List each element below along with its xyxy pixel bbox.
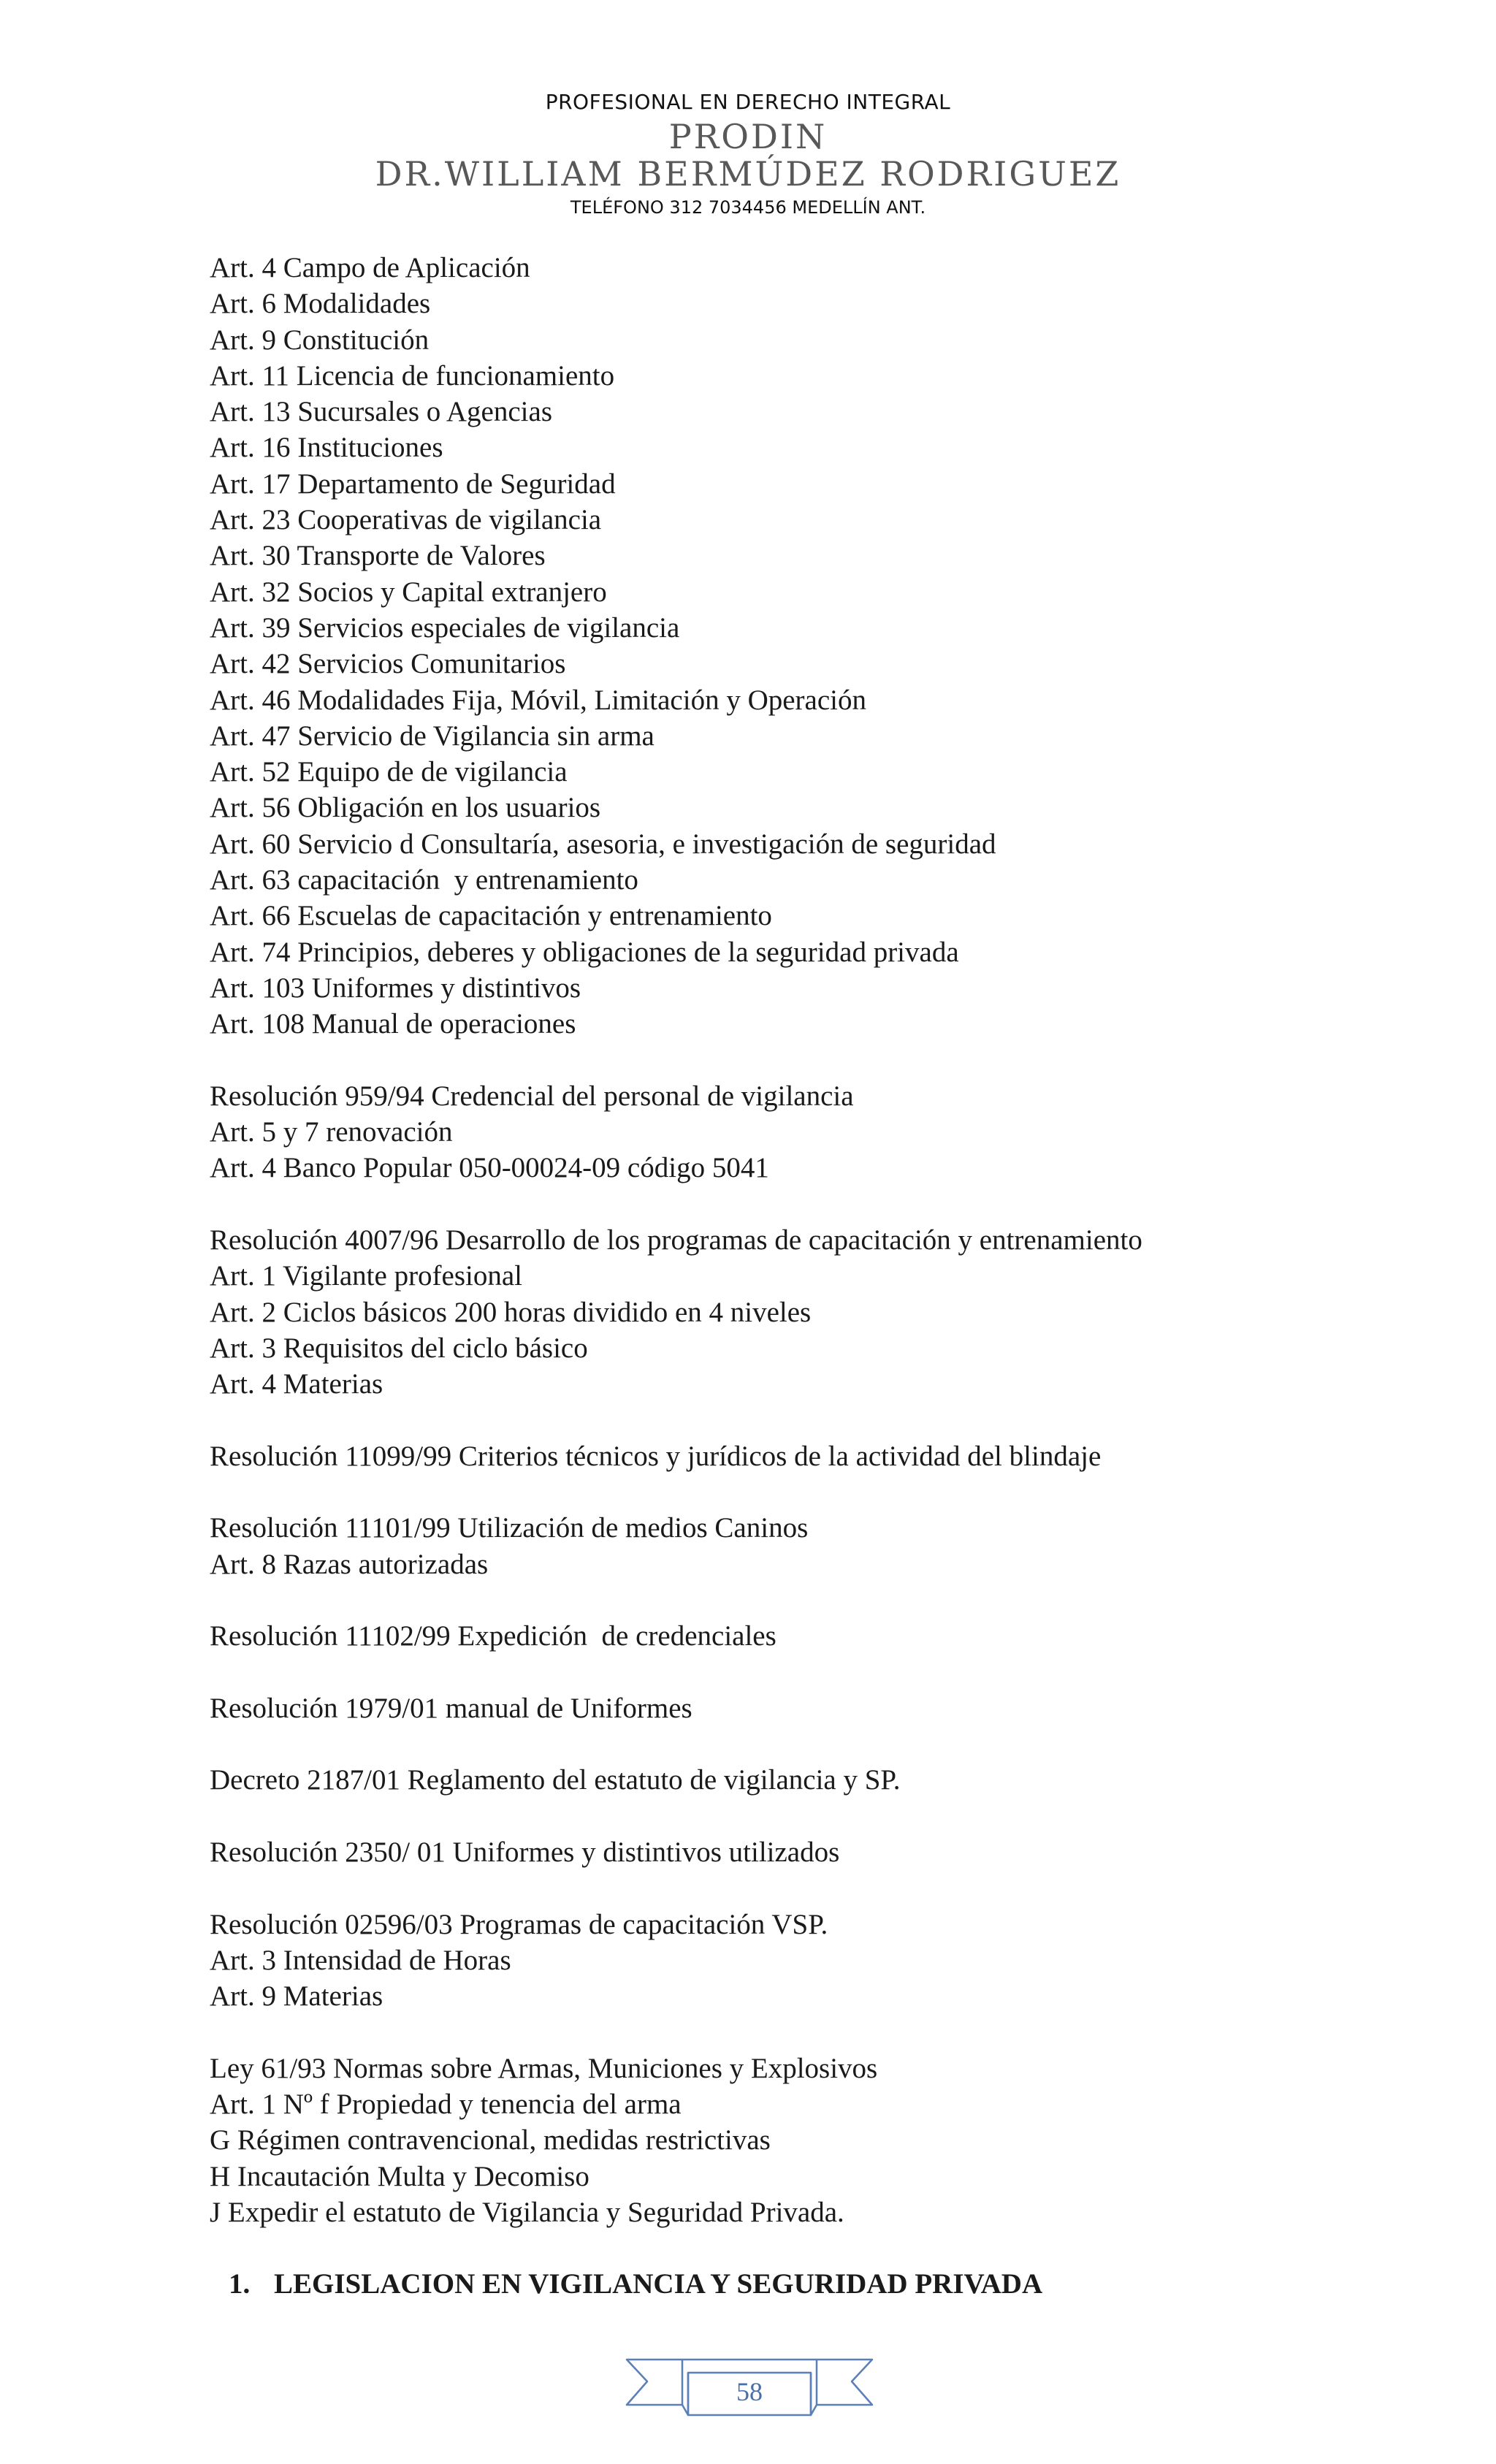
document-line: Art. 74 Principios, deberes y obligaciones de la seguridad privada [210,936,959,968]
page-number-banner [625,2351,874,2424]
page-header [0,86,1496,222]
document-line: Art. 6 Modalidades [210,288,431,320]
paragraph-gap [210,1474,1437,1510]
document-line: Art. 2 Ciclos básicos 200 horas dividido en 4 niveles [210,1296,812,1328]
document-line: Art. 9 Materias [210,1980,383,2013]
document-line: Art. 30 Transporte de Valores [210,540,546,572]
document-line: Art. 5 y 7 renovación [210,1116,453,1148]
document-line: Resolución 1979/01 manual de Uniformes [210,1692,692,1724]
section-title: LEGISLACION EN VIGILANCIA Y SEGURIDAD PRIVADA [274,2268,1043,2300]
document-line: Art. 66 Escuelas de capacitación y entrenamiento [210,900,772,932]
section-number: 1. [229,2268,251,2300]
document-line: Art. 46 Modalidades Fija, Móvil, Limitación y Operación [210,684,866,716]
section-heading [229,2266,1042,2302]
document-line: Art. 56 Obligación en los usuarios [210,792,601,824]
document-line: Art. 4 Materias [210,1368,383,1400]
document-line: Art. 16 Instituciones [210,432,443,464]
paragraph-gap [210,1726,1437,1762]
document-line: Resolución 11102/99 Expedición de credenciales [210,1620,776,1652]
document-line: Art. 17 Departamento de Seguridad [210,468,616,500]
document-line: Decreto 2187/01 Reglamento del estatuto de vigilancia y SP. [210,1764,901,1796]
page-number: 58 [736,2377,763,2406]
document-line: Art. 4 Banco Popular 050-00024-09 código 5041 [210,1152,769,1184]
document-line: Art. 1 Nº f Propiedad y tenencia del arma [210,2089,682,2121]
document-line: Art. 60 Servicio d Consultaría, asesoria, e investigación de seguridad [210,828,996,860]
document-body [210,250,1437,2230]
document-line: Resolución 02596/03 Programas de capacitación VSP. [210,1908,828,1940]
document-line: Art. 1 Vigilante profesional [210,1260,523,1292]
document-line: Art. 39 Servicios especiales de vigilancia [210,611,680,644]
document-line: Art. 3 Intensidad de Horas [210,1944,511,1976]
document-line: Art. 108 Manual de operaciones [210,1008,576,1040]
paragraph-gap [210,1655,1437,1690]
document-line: Art. 8 Razas autorizadas [210,1548,489,1580]
document-line: Resolución 11099/99 Criterios técnicos y jurídicos de la actividad del blindaje [210,1440,1102,1472]
document-line: Art. 23 Cooperativas de vigilancia [210,504,602,536]
document-line: Resolución 11101/99 Utilización de medios Caninos [210,1512,809,1544]
document-line: Resolución 4007/96 Desarrollo de los programas de capacitación y entrenamiento [210,1224,1142,1256]
document-line: Art. 47 Servicio de Vigilancia sin arma [210,720,654,752]
document-line: Art. 52 Equipo de de vigilancia [210,756,568,788]
document-line: J Expedir el estatuto de Vigilancia y Seguridad Privada. [210,2197,844,2229]
document-line: G Régimen contravencional, medidas restrictivas [210,2124,771,2156]
document-line: Art. 63 capacitación y entrenamiento [210,864,638,896]
header-line-3: DR.WILLIAM BERMÚDEZ RODRIGUEZ [375,154,1121,194]
document-line: Art. 13 Sucursales o Agencias [210,396,552,428]
document-line: Ley 61/93 Normas sobre Armas, Municiones y Explosivos [210,2052,878,2084]
document-line: Art. 103 Uniformes y distintivos [210,972,581,1004]
header-line-2: PRODIN [668,117,828,156]
paragraph-gap [210,1582,1437,1618]
document-line: Art. 42 Servicios Comunitarios [210,648,566,680]
document-line: Art. 9 Constitución [210,324,430,356]
document-line: Resolución 959/94 Credencial del personal de vigilancia [210,1080,854,1112]
document-line: Art. 3 Requisitos del ciclo básico [210,1332,588,1364]
header-line-1: PROFESIONAL EN DERECHO INTEGRAL [545,90,951,114]
paragraph-gap [210,2015,1437,2051]
document-line: Art. 4 Campo de Aplicación [210,252,530,283]
document-line: Art. 32 Socios y Capital extranjero [210,576,607,608]
document-line: Art. 11 Licencia de funcionamiento [210,359,615,392]
paragraph-gap [210,1186,1437,1222]
document-line: Resolución 2350/ 01 Uniformes y distintivos utilizados [210,1836,840,1869]
paragraph-gap [210,1403,1437,1438]
paragraph-gap [210,1870,1437,1906]
paragraph-gap [210,1799,1437,1834]
header-line-4: TELÉFONO 312 7034456 MEDELLÍN ANT. [570,197,926,218]
document-line: H Incautación Multa y Decomiso [210,2160,589,2192]
paragraph-gap [210,1042,1437,1078]
